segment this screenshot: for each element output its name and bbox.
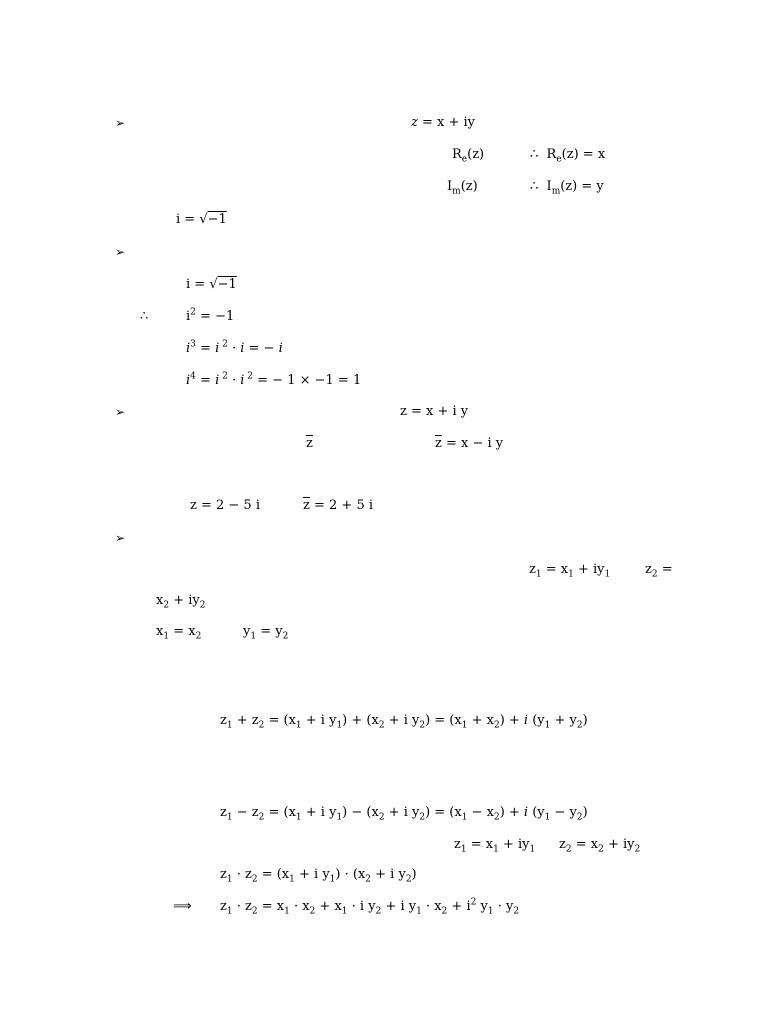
y-equal: $y_1 = y_2$ (243, 624, 289, 642)
complex-number-form: z = x + iy (411, 115, 476, 130)
bullet-arrow-icon: ➢ (115, 531, 126, 545)
bullet-arrow-icon: ➢ (115, 405, 126, 419)
equality-z1: $z_1 = x_1 + iy_1$ (529, 562, 611, 580)
conjugate-definition: $\overline{z} = x - i$ y (435, 436, 504, 451)
equality-z2-start: $z_2$ = (645, 562, 673, 580)
x-equal: $x_1 = x_2$ (156, 624, 202, 642)
i-fourth: $i^4 = i$ $^2$ · i $^2$ = − 1 × −1 = 1 (186, 371, 362, 388)
bullet-arrow-icon: ➢ (115, 245, 126, 259)
i-squared: $i^2 = -1$ (186, 307, 235, 324)
conjugate-label: $\overline{z}$ (306, 436, 313, 451)
therefore-symbol: ∴ (140, 309, 149, 324)
i-definition: i = √−1 (176, 212, 227, 227)
imag-part-label: $I_m(z)$ (447, 179, 478, 197)
difference-formula: $z_1 - z_2 = (x_1 + i$ $y_1) - (x_2 + i$ $y_2) = (x_1 - x_2) + i$ $(y_1 - y_2)$ (220, 805, 588, 823)
real-part-label: $R_e(z)$ (452, 147, 485, 165)
sum-formula: $z_1 + z_2 = (x_1 + i$ $y_1) + (x_2 + i$ $y_2) = (x_1 + x_2) + i$ $(y_1 + y_2)$ (220, 713, 588, 731)
imag-part-result: ∴ $I_m(z) = y$ (530, 179, 604, 197)
implies-arrow-icon: ⟹ (173, 899, 192, 914)
def-z2: $z_2 = x_2 + iy_2$ (559, 837, 641, 855)
i-root: i = √−1 (186, 277, 237, 292)
example-zbar: $\overline{z} = 2 + 5$ i (303, 498, 374, 513)
def-z1: $z_1 = x_1 + iy_1$ (454, 837, 536, 855)
product-expanded: $z_1 \cdot z_2 = x_1 \cdot x_2 + x_1 \cdot i$ $y_2 + i$ $y_1 \cdot x_2 + i^2$ $y_1 \cdot y_2$ (220, 897, 520, 917)
example-z: z = 2 − 5 i (190, 498, 260, 513)
i-cubed: $i^3 = i$ $^2$ · i = − i (186, 339, 283, 356)
real-part-result: ∴ $R_e(z) = x$ (530, 147, 606, 165)
equality-z2-cont: $x_2 + iy_2$ (156, 593, 206, 611)
conjugate-z: z = x + i y (400, 404, 469, 419)
bullet-arrow-icon: ➢ (115, 116, 126, 130)
product-formula: $z_1 \cdot z_2 = (x_1 + i$ $y_1) \cdot (x_2 + i$ $y_2$) (220, 867, 417, 885)
